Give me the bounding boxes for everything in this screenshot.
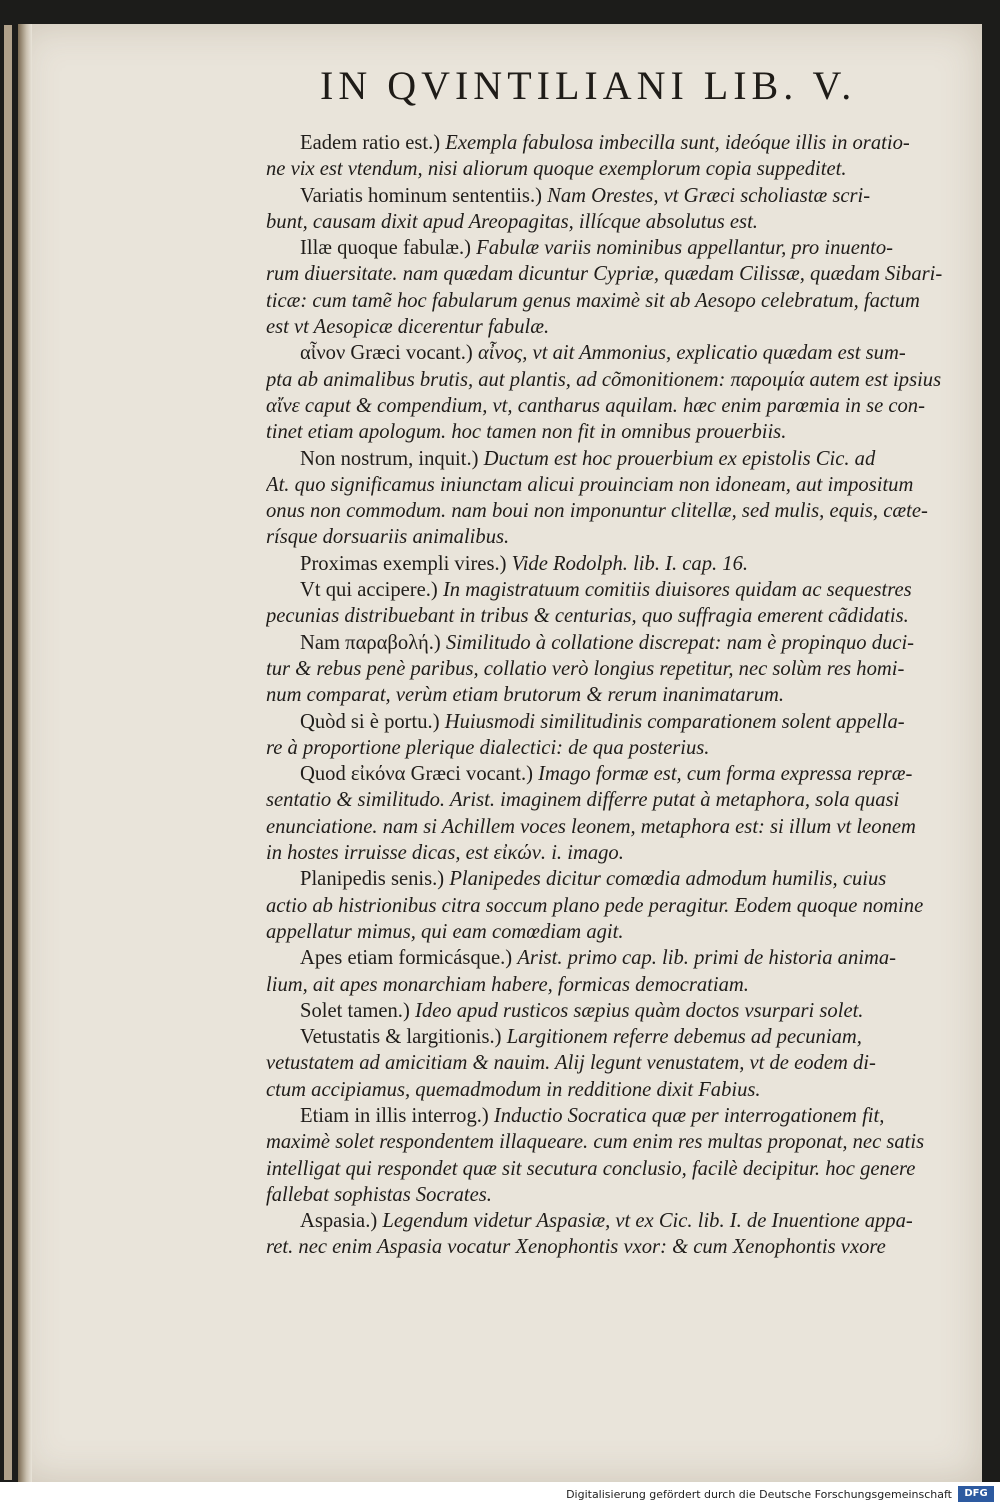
lemma: Quod εἰκόνα Græci vocant.) [300,763,533,786]
gloss-text: αἶνος, vt ait Ammonius, explicatio quædam est sum- [477,342,906,365]
text-line [266,998,966,1024]
lemma: Illæ quoque fabulæ.) [300,237,472,260]
text-line [266,498,966,524]
lemma: Eadem ratio est.) [300,132,441,154]
gloss-text: sentatio & similitudo. Arist. imaginem differre putat à metaphora, sola quasi [266,789,900,812]
text-line [266,288,966,314]
gloss-text: re à proportione plerique dialectici: de qua posterius. [266,736,710,759]
dfg-logo-icon: DFG [958,1486,994,1502]
gloss-text: rísque dorsuariis animalibus. [266,526,510,549]
lemma: Quòd si è portu.) [300,710,440,733]
text-line [266,893,966,919]
gloss-text: est vt Aesopicæ dicerentur fabulæ. [266,316,550,339]
lemma: Proximas exempli vires.) [300,552,507,575]
gloss-text: vetustatem ad amicitiam & nauim. Alij legunt venustatem, vt de eodem di- [266,1052,876,1075]
gloss-text: Huiusmodi similitudinis comparationem solent appella- [444,710,905,733]
running-header: IN QVINTILIANI LIB. V. [320,63,857,108]
text-line [266,1103,966,1129]
text-line [266,945,966,971]
text-line [266,840,966,866]
text-line [266,866,966,892]
gloss-text: bunt, causam dixit apud Areopagitas, illícque absolutus est. [266,210,758,233]
text-line [266,761,966,787]
gloss-text: At. quo significamus iniunctam alicui prouinciam non idoneam, aut impositum [266,473,914,496]
text-line [266,1208,966,1234]
gloss-text: Fabulæ variis nominibus appellantur, pro inuento- [476,237,894,260]
commentary-text [266,130,966,1261]
gloss-text: ctum accipiamus, quemadmodum in redditione dixit Fabius. [266,1078,761,1101]
page-gutter [18,24,32,1482]
text-line [266,472,966,498]
gloss-text: in hostes irruisse dicas, est εἰκών. i. imago. [266,842,624,865]
gloss-text: Inductio Socratica quæ per interrogationem fit, [493,1104,885,1127]
gloss-text: appellatur mimus, qui eam comœdiam agit. [266,920,624,943]
lemma: Apes etiam formicásque.) [300,947,513,970]
text-line [266,1077,966,1103]
gloss-text: fallebat sophistas Socrates. [266,1183,492,1206]
text-line [266,209,966,235]
gloss-text: Arist. primo cap. lib. primi de historia anima- [517,947,897,970]
funding-credit: Digitalisierung gefördert durch die Deutsche Forschungsgemeinschaft [566,1488,952,1501]
text-line [266,735,966,761]
lemma: Variatis hominum sententiis.) [300,184,542,207]
gloss-text: Similitudo à collatione discrepat: nam è propinquo duci- [445,631,915,654]
gloss-text: Exempla fabulosa imbecilla sunt, ideóque illis in oratio- [445,132,910,154]
gloss-text: pta ab animalibus brutis, aut plantis, ad cõmonitionem: παροιμία autem est ipsius [266,368,942,391]
text-line [266,814,966,840]
gloss-text: Ductum est hoc prouerbium ex epistolis Cic. ad [483,447,876,470]
gloss-text: Largitionem referre debemus ad pecuniam, [506,1026,862,1049]
text-line [266,1234,966,1260]
lemma: Planipedis senis.) [300,868,445,891]
text-line [266,972,966,998]
gloss-text: tur & rebus penè paribus, collatio verò longius repetitur, nec solùm res homi- [266,657,905,680]
text-line [266,709,966,735]
gloss-text: Imago formæ est, cum forma expressa repræ- [538,763,913,786]
lemma: Solet tamen.) [300,999,410,1022]
text-line [266,183,966,209]
text-line [266,1182,966,1208]
text-line [266,1129,966,1155]
text-line [266,156,966,182]
text-line [266,1050,966,1076]
text-line [266,1156,966,1182]
gloss-text: intelligat qui respondet quæ sit secutura conclusio, facilè decipitur. hoc genere [266,1157,916,1180]
footer-bar [0,1482,1000,1508]
gloss-text: Vide Rodolph. lib. I. cap. 16. [511,552,749,575]
text-line [266,235,966,261]
gloss-text: enunciatione. nam si Achillem voces leonem, metaphora est: si illum vt leonem [266,815,916,838]
text-line [266,393,966,419]
lemma: Non nostrum, inquit.) [300,447,479,470]
text-line [266,656,966,682]
text-line [266,130,966,156]
gloss-text: pecunias distribuebant in tribus & centurias, quo suffragia emerent cãdidatis. [266,605,909,628]
gloss-text: In magistratuum comitiis diuisores quidam ac sequestres [442,579,912,602]
lemma: Aspasia.) [300,1210,378,1233]
gloss-text: αἴνε caput & compendium, vt, cantharus aquilam. hæc enim parœmia in se con- [266,394,925,417]
binding-edge [4,25,12,1480]
gloss-text: maximè solet respondentem illaqueare. cum enim res multas proponat, nec satis [266,1131,925,1154]
text-line [266,340,966,366]
text-line [266,682,966,708]
text-line [266,261,966,287]
text-line [266,577,966,603]
text-line [266,551,966,577]
lemma: Vetustatis & largitionis.) [300,1026,502,1049]
lemma: Vt qui accipere.) [300,579,438,602]
lemma: αἶνον Græci vocant.) [300,342,473,365]
text-line [266,314,966,340]
text-line [266,1024,966,1050]
gloss-text: num comparat, verùm etiam brutorum & rerum inanimatarum. [266,684,785,707]
text-line [266,603,966,629]
text-line [266,367,966,393]
gloss-text: onus non commodum. nam boui non imponuntur clitellæ, sed mulis, equis, cæte- [266,500,928,523]
text-line [266,919,966,945]
gloss-text: ticæ: cum tamẽ hoc fabularum genus maximè sit ab Aesopo celebratum, factum [266,289,920,312]
gloss-text: Legendum videtur Aspasiæ, vt ex Cic. lib. I. de Inuentione appa- [382,1210,913,1233]
gloss-text: tinet etiam apologum. hoc tamen non fit in omnibus prouerbiis. [266,421,787,444]
gloss-text: Nam Orestes, vt Græci scholiastæ scri- [547,184,871,207]
gloss-text: Ideo apud rusticos sæpius quàm doctos vsurpari solet. [414,999,864,1022]
gloss-text: ret. nec enim Aspasia vocatur Xenophontis vxor: & cum Xenophontis vxore [266,1236,886,1259]
text-line [266,446,966,472]
gloss-text: actio ab histrionibus citra soccum plano pede peragitur. Eodem quoque nomine [266,894,924,917]
gloss-text: lium, ait apes monarchiam habere, formicas democratiam. [266,973,749,996]
gloss-text: Planipedes dicitur comœdia admodum humilis, cuius [449,868,887,891]
text-line [266,419,966,445]
text-line [266,524,966,550]
gloss-text: rum diuersitate. nam quædam dicuntur Cypriæ, quædam Cilissæ, quædam Sibari- [266,263,943,286]
text-line [266,630,966,656]
lemma: Etiam in illis interrog.) [300,1104,489,1127]
lemma: Nam παραβολή.) [300,631,441,654]
text-line [266,787,966,813]
gloss-text: ne vix est vtendum, nisi aliorum quoque exemplorum copia suppeditet. [266,158,847,181]
